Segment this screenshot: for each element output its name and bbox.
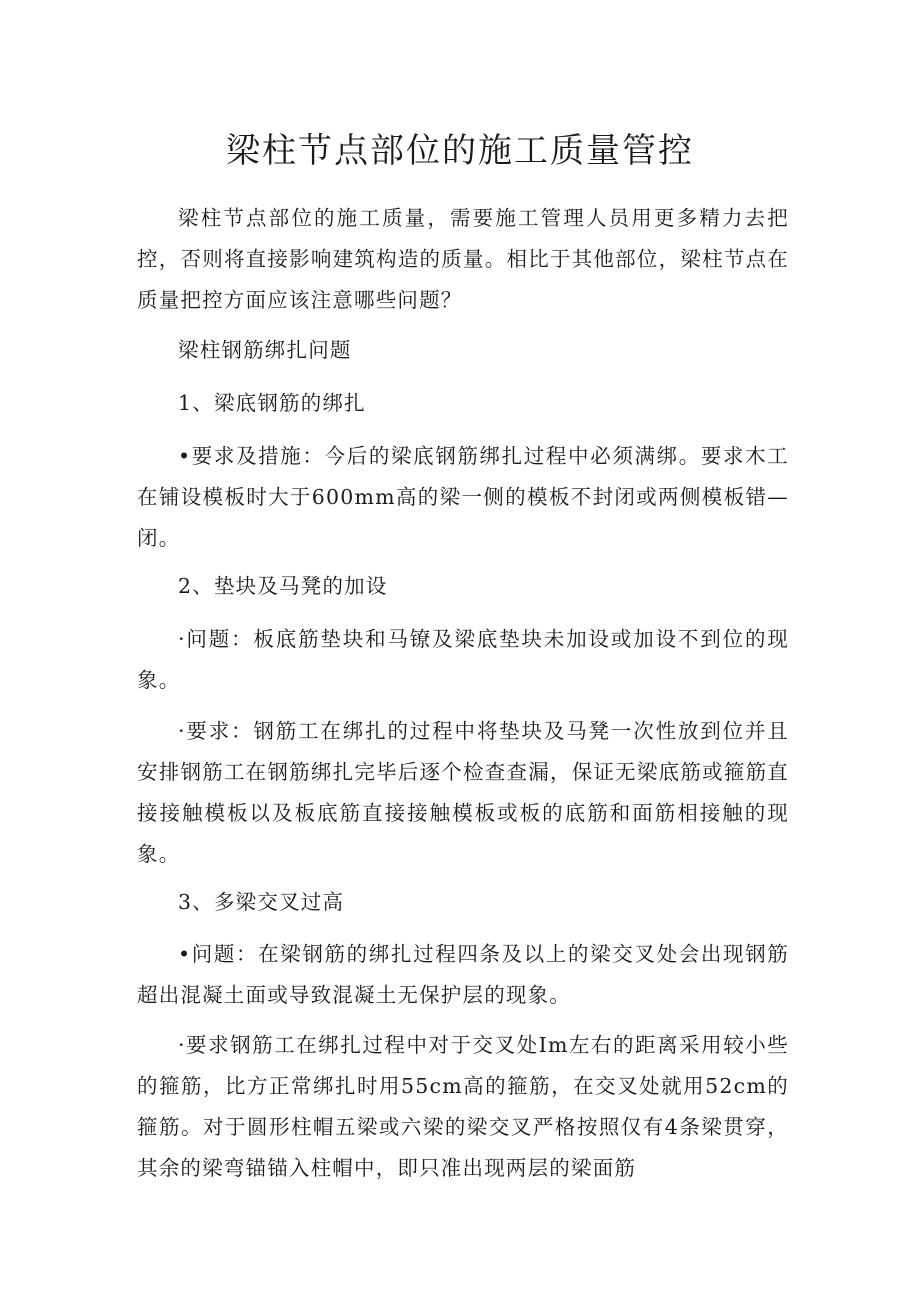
beam-bottom-requirements: •要求及措施：今后的梁底钢筋绑扎过程中必须满绑。要求木工在铺设模板时大于600mm高的梁一侧的模板不封闭或两侧模板错—闭。 [137, 444, 789, 550]
beam-crossing-requirements: ·要求钢筋工在绑扎过程中对于交叉处Im左右的距离采用较小些的箍筋，比方正常绑扎时用55cm高的箍筋，在交叉处就用52cm的箍筋。对于圆形柱帽五梁或六梁的梁交叉严格按照仅有4条梁贯穿，其余的梁弯锚锚入柱帽中，即只准出现两层的梁面筋 [137, 1033, 789, 1180]
document-title: 梁柱节点部位的施工质量管控 [226, 131, 694, 171]
spacer-blocks-requirements: ·要求：钢筋工在绑扎的过程中将垫块及马凳一次性放到位并且安排钢筋工在钢筋绑扎完毕后逐个检查查漏，保证无梁底筋或箍筋直接接触模板以及板底筋直接接触模板或板的底筋和面筋相接触的现象。 [137, 719, 789, 866]
beam-crossing-problem: •问题：在梁钢筋的绑扎过程四条及以上的梁交叉处会出现钢筋超出混凝土面或导致混凝土无保护层的现象。 [137, 942, 789, 1007]
spacer-blocks-problem: ·问题：板底筋垫块和马镣及梁底垫块未加设或加设不到位的现象。 [137, 627, 789, 692]
subheading-beam-crossing: 3、多梁交叉过高 [178, 890, 345, 914]
intro-paragraph: 梁柱节点部位的施工质量，需要施工管理人员用更多精力去把控，否则将直接影响建筑构造的质量。相比于其他部位，梁柱节点在质量把控方面应该注意哪些问题？ [137, 206, 789, 312]
subheading-beam-bottom-rebar: 1、梁底钢筋的绑扎 [178, 391, 366, 415]
section-heading-rebar-tying: 梁柱钢筋绑扎问题 [178, 338, 352, 362]
subheading-spacer-blocks: 2、垫块及马凳的加设 [178, 574, 388, 598]
